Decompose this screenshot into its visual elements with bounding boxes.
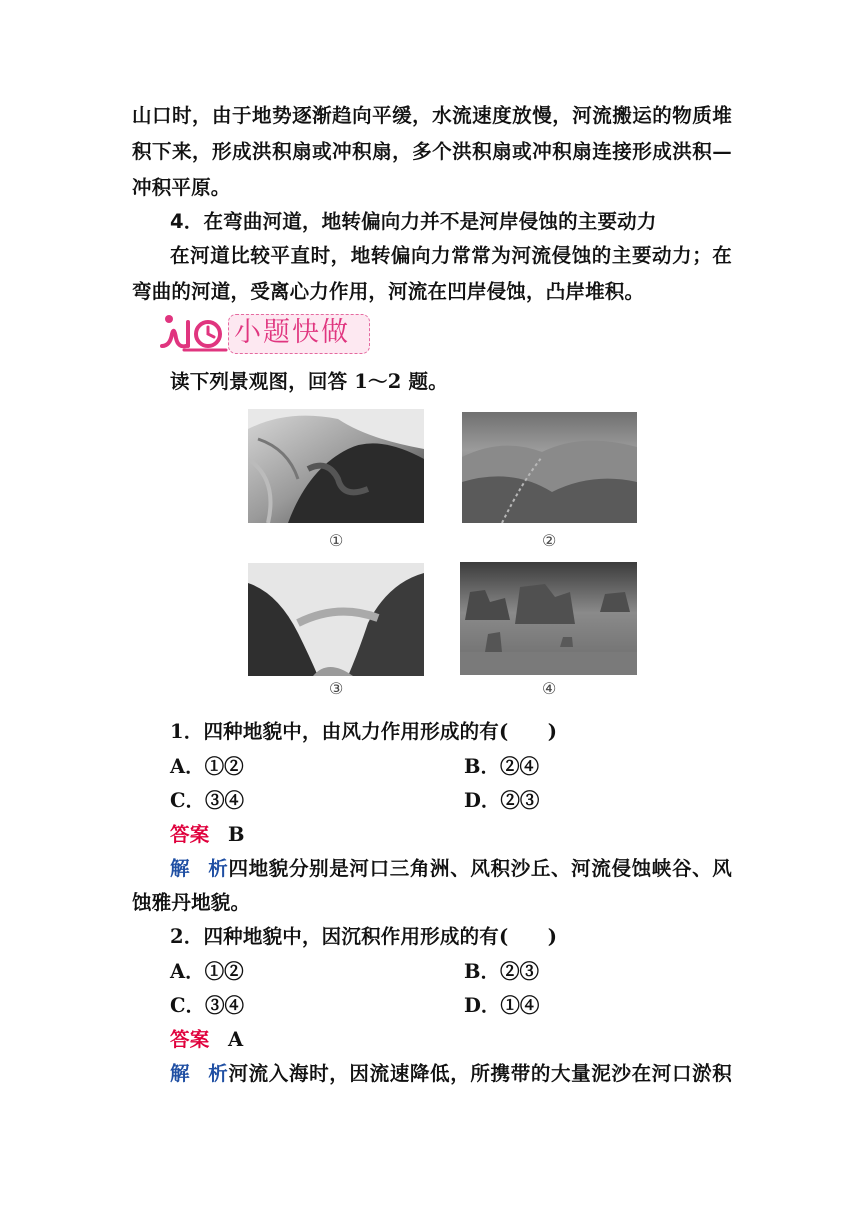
answer-label: 答案 <box>170 823 210 846</box>
quick-practice-banner <box>160 310 372 354</box>
option-c: C．③④ <box>170 789 245 812</box>
photo-caption: ④ <box>542 679 557 698</box>
analysis-text: 河流入海时，因流速降低，所携带的大量泥沙在河口淤积 <box>228 1062 732 1085</box>
quick-practice-logo-icon <box>160 310 230 354</box>
analysis-label: 解析 <box>170 857 228 880</box>
sand-dune-photo <box>462 412 637 523</box>
delta-photo <box>248 409 424 523</box>
analysis-row <box>170 1060 732 1088</box>
section-heading: 4．在弯曲河道，地转偏向力并不是河岸侵蚀的主要动力 <box>170 210 657 233</box>
option-d: D．①④ <box>464 994 540 1017</box>
paragraph-line: 在河道比较平直时，地转偏向力常常为河流侵蚀的主要动力；在 <box>170 244 732 267</box>
option-a: A．①② <box>170 960 244 983</box>
banner-title: 小题快做 <box>234 317 350 348</box>
answer-value: A <box>228 1028 244 1051</box>
question-stem: 1．四种地貌中，由风力作用形成的有( ) <box>170 720 558 743</box>
gorge-photo <box>248 563 424 676</box>
analysis-text: 蚀雅丹地貌。 <box>132 891 251 914</box>
photo-caption: ② <box>542 531 557 550</box>
analysis-row <box>170 855 732 883</box>
answer-value: B <box>228 823 245 846</box>
answer-row <box>170 1026 243 1054</box>
paragraph-line: 山口时，由于地势逐渐趋向平缓，水流速度放慢，河流搬运的物质堆 <box>132 104 732 127</box>
paragraph-line: 弯曲的河道，受离心力作用，河流在凹岸侵蚀，凸岸堆积。 <box>132 280 645 303</box>
paragraph-line: 积下来，形成洪积扇或冲积扇，多个洪积扇或冲积扇连接形成洪积— <box>132 140 732 163</box>
photo-caption: ③ <box>329 679 344 698</box>
paragraph-line: 冲积平原。 <box>132 176 231 199</box>
photo-caption: ① <box>329 531 344 550</box>
option-c: C．③④ <box>170 994 245 1017</box>
answer-label: 答案 <box>170 1028 210 1051</box>
question-prompt: 读下列景观图，回答 1～2 题。 <box>170 370 448 393</box>
analysis-label: 解析 <box>170 1062 228 1085</box>
answer-row <box>170 821 245 849</box>
landform-photo-panel <box>238 396 652 710</box>
analysis-text: 四地貌分别是河口三角洲、风积沙丘、河流侵蚀峡谷、风 <box>228 857 732 880</box>
option-b: B．②③ <box>464 960 539 983</box>
yardang-photo <box>460 562 637 675</box>
option-a: A．①② <box>170 755 244 778</box>
option-d: D．②③ <box>464 789 540 812</box>
option-b: B．②④ <box>464 755 539 778</box>
question-stem: 2．四种地貌中，因沉积作用形成的有( ) <box>170 925 558 948</box>
